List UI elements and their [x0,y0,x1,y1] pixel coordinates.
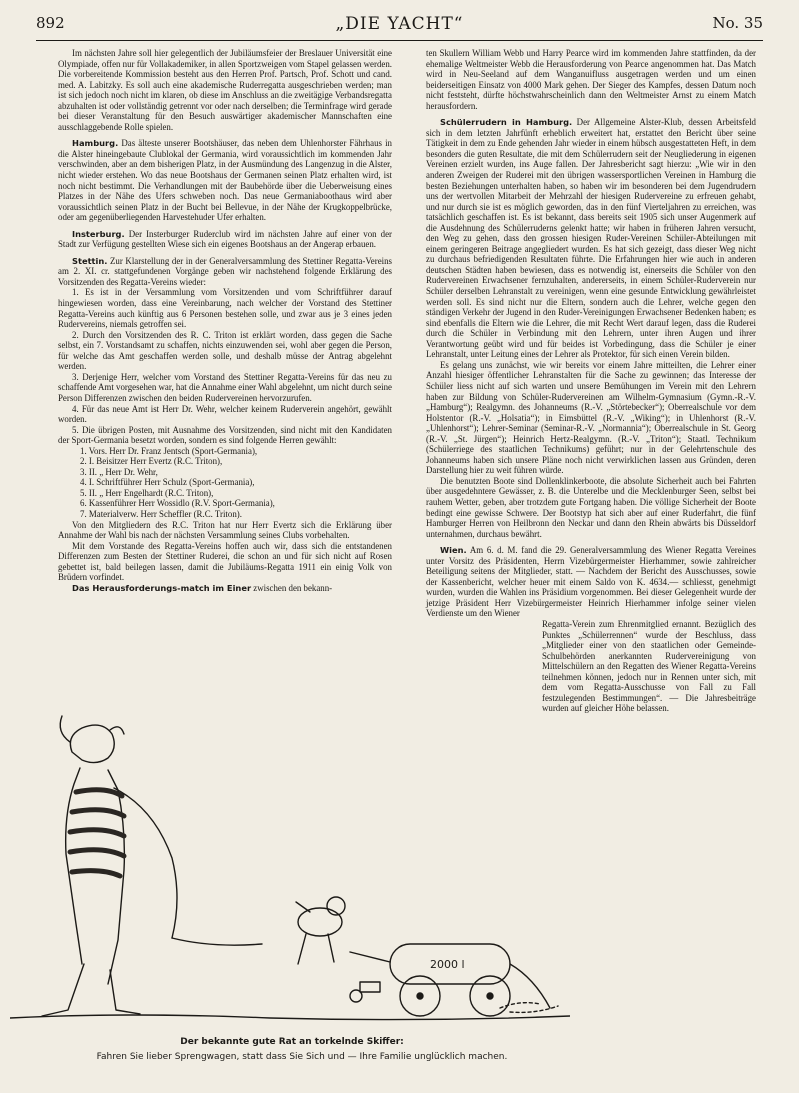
stettin-keyword: Stettin. [72,255,108,266]
breslau-paragraph: Im nächsten Jahre soll hier gelegentlich der Jubiläumsfeier der Breslauer Universität eine Olympiade, offen nur für Vollakademiker, in allen Sportzweigen vom Stapel gelassen werden. Die vorbereitende Kommission besteht aus den Herren Prof. Partsch, Prof. Schott und cand. med. A. Labitzky. Es soll auch eine akademische Ruderregatta ausgeschrieben werden; man ist sich jedoch noch nicht im klaren, ob diese im Anschluss an die zweitägige Verbandsregatta abzuhalten ist oder vollständig getrennt vor oder nach derselben; die Terminfrage wird gerade bei dieser Veranstaltung für den Besuch auswärtiger akademischer Mannschaften eine ausschlaggebende Rolle spielen. [58,48,392,132]
boy-arm [114,788,177,938]
stettin-point-2: 2. Durch den Vorsitzenden des R. C. Triton ist erklärt worden, dass gegen die Sache selbst, ein 7. Vorstandsamt zu schaffen, nichts einzuwenden sei, wohl aber gegen die Person, für welche das Amt geschaffen werden solle, und deshalb müsse der Antrag abgelehnt werden. [58,329,392,372]
board-list-item: 6. Kassenführer Herr Wossidlo (R.V. Sport-Germania), [80,498,275,509]
page-header [36,14,763,40]
journal-title: „DIE YACHT“ [335,14,464,34]
challenge-keyword: Das Herausforderungs-match im Einer [72,582,252,593]
tank-sign: 2000 l [430,958,465,971]
left-column [58,48,392,593]
hamburg-text: Das älteste unserer Bootshäuser, das neben dem Uhlenhorster Fährhaus in die Alster hineingebaute Clublokal der Germania, wird voraussichtlich im kommenden Jahr verschwinden, aber an dem bisherigen Platz, in der Ausmündung des Langenzug in die Alster, nicht wieder erstehen. Wo das neue Bootshaus der Germanen seinen Platz erhalten wird, ist noch nicht bestimmt. Die Verhandlungen mit der Baubehörde über die Ueberweisung eines Platzes in der Nähe des Ufers schweben noch. Das neue Germaniaboothaus wird aber voraussichtlich seinen Platz in der Bucht bei Bellevue, in der Nähe der Krugkoppelbrücke, oder am gegenüberliegenden Harvestehuder Ufer erhalten. [58,138,392,223]
schuelerrudern-keyword: Schülerrudern in Hamburg. [440,117,573,128]
leash-line [172,938,262,945]
board-list-item: 3. II. „ Herr Dr. Wehr, [80,466,158,477]
hamburg-keyword: Hamburg. [72,138,119,149]
right-column [426,48,756,714]
insterburg-text: Der Insterburger Ruderclub wird im nächsten Jahre auf einer von der Stadt zur Verfügung gestellten Wiese sich ein eigenes Bootshaus an der Angerap erbauen. [58,228,392,250]
stettin-text: Zur Klarstellung der in der Generalversammlung des Stettiner Regatta-Vereins am 2. XI. cr. stattgefundenen Vorgänge geben wir nachstehend folgende Erklärung des Vorsitzenden des Regatta-Vereins wieder: [58,255,392,287]
page-number: 892 [36,14,65,32]
schuelerrudern-paragraph [426,117,756,360]
hamburg-paragraph [58,138,392,222]
wien-continuation: Regatta-Verein zum Ehrenmitglied ernannt. Bezüglich des Punktes „Schülerrennen“ wurde der Beschluss, dass „Mitglieder einer von den staatlichen oder Gemeinde-Schulbehörden anerkannten Rudervereinigung von Mittelschülern an den Regatten des Wiener Regatta-Vereins teilnehmen können, jedoch nur in Rennen unter sich, mit dem vom Regatta-Ausschusse von Fall zu Fall festzulegenden Bestimmungen“. — Die Jahresbeiträge wurden auf gleicher Höhe belassen. [542,618,756,714]
triton-members-paragraph: Von den Mitgliedern des R.C. Triton hat nur Herr Evertz sich die Erklärung über Annahme der Wahl bis nach der nächsten Versammlung seines Clubs vorbehalten. [58,519,392,541]
stettin-paragraph [58,256,392,288]
stettin-point-3: 3. Derjenige Herr, welcher vom Vorstand des Stettiner Regatta-Vereins für das neu zu schaffende Amt vorgesehen war, hat die Annahme einer Wahl abgelehnt, um nicht durch seine Person Differenzen zwischen den beiden Rudervereinen hervorzurufen. [58,371,392,403]
insterburg-paragraph [58,229,392,250]
issue-number: No. 35 [712,14,763,32]
board-hope-paragraph: Mit dem Vorstande des Regatta-Vereins hoffen auch wir, dass sich die entstandenen Differenzen zum Besten der Stettiner Ruderei, die schon an und für sich nicht auf Rosen gebettet ist, bald beilegen lassen, damit die Jubiläums-Regatta 1911 ein einig Volk von Brüdern vorfindet. [58,540,392,583]
boy-head [70,725,114,762]
cartoon-illustration [10,712,570,1030]
boy-body [66,768,82,964]
boats-paragraph: Die benutzten Boote sind Dollenklinkerboote, die absolute Sicherheit auch bei Fahrten über ausgedehntere Gewässer, z. B. die Unterelbe und die Mecklenburger Seen, selbst bei rauhem Wetter, geben, aber trotzdem gute Fortgang haben. Die völlige Sicherheit der Boote bedingt eine gewisse Schwere. Der Bootstyp hat sich aber auf einer Ruderfahrt, die fünf Hamburger Herren von Heilbronn den Neckar und dann den Rhein abwärts bis Düsseldorf unternahmen, durchaus bewährt. [426,475,756,539]
wien-text: Am 6. d. M. fand die 29. Generalversammlung des Wiener Regatta Vereines unter Vorsitz des Präsidenten, Herrn Vizebürgermeister Hierhammer, sowie zahlreicher Beteiligung seitens der Mitglieder, statt. — Nachdem der Bericht des Ausschusses, sowie der Kassenbericht, welcher heuer mit einem Saldo von K. 4634.— schliesst, genehmigt wurden, wurden die Wahlen ins Präsidium vorgenommen. Bei dieser Gelegenheit wurde der jetzige Präsident Herr Vizebürgermeister Heinrich Hierhammer infolge seiner vielen Verdienste um den Wiener [426,545,756,619]
header-rule [36,40,763,41]
caption-title: Der bekannte gute Rat an torkelnde Skiffer: [180,1037,404,1047]
stettin-point-1: 1. Es ist in der Versammlung vom Vorsitzenden und vom Schriftführer darauf hingewiesen worden, dass eine Vereinbarung, nach welcher der Vorstand des Stettiner Regatta-Vereins auch künftig aus 6 Personen bestehen solle, und zwar aus je 3 eines jeden Rudervereins, niemals getroffen sei. [58,287,392,330]
board-list-item: 1. Vors. Herr Dr. Franz Jentsch (Sport-Germania), [80,445,258,456]
caption-text: Fahren Sie lieber Sprengwagen, statt dass Sie Sich und — Ihre Familie unglücklich machen. [96,1052,508,1062]
boy-legs [42,964,140,1016]
webb-pearce-paragraph: ten Skullern William Webb und Harry Pearce wird im kommenden Jahre stattfinden, da der ehemalige Weltmeister Webb die Herausforderung von Pearce angenommen hat. Das Match wird in Neu-Seeland auf dem Wanganuifluss ausgetragen werden und um einen beiderseitigen Einsatz von 4000 Mark gehen. Der Sieger des Kampfes, dessen Datum noch nicht feststeht, dürfte höchstwahrscheinlich dann den Weltmeister Arnst zu einem Match herausfordern. [426,48,756,111]
dog-body [298,908,342,936]
challenge-text: zwischen den bekann- [251,582,333,593]
school-clubs-paragraph: Es gelang uns zunächst, wie wir bereits vor einem Jahre mitteilten, die Lehrer einer Anzahl hiesiger öffentlicher Lehranstalten für die Sache zu gewinnen; das Interesse der Schüler liess nicht auf sich warten und unsere Bemühungen im Verein mit den Lehrern haben zur Bildung von Schüler-Rudervereinen am Wilhelm-Gymnasium (Gymn.-R.-V. „Hamburg“); Realgymn. des Johanneums (R.-V. „Störtebecker“); Oberrealschule vor dem Holstentor (R.-V. „Holsatia“); in Eimsbüttel (R.-V. „Wiking“); in Uhlenhorst (R.-V. „Uhlenhorst“); Lehrer-Seminar (Seminar-R.-V. „Normannia“); Oberrealschule in St. Georg (R.-V. „St. Jürgen“); Heinrich Hertz-Realgymn. (R.-V. „Triton“); Staatl. Technikum (Schülerriege des staatlichen Technikums) geführt; nur in der Gelehrtenschule des Johanneums haben sich unsere Pläne noch nicht verwirklichen lassen aus Gründen, deren Darstellung hier zu weit führen würde. [426,359,756,476]
wien-paragraph [426,545,756,619]
board-list-item: 2. I. Beisitzer Herr Evertz (R.C. Triton), [80,456,223,467]
wien-keyword: Wien. [440,545,467,556]
challenge-match-paragraph [58,583,392,594]
stettin-point-5: 5. Die übrigen Posten, mit Ausnahme des Vorsitzenden, sind nicht mit den Kandidaten der Sport-Germania besetzt worden, sondern es sind folgende Herren gewählt: [58,424,392,446]
board-list-item: 5. II. „ Herr Engelhardt (R.C. Triton), [80,487,214,498]
insterburg-keyword: Insterburg. [72,228,125,239]
board-list-item: 7. Materialverw. Herr Scheffler (R.C. Triton). [80,508,242,519]
schuelerrudern-text: Der Allgemeine Alster-Klub, dessen Arbeitsfeld sich in dem letzten Jahrfünft erheblich erweitert hat, erstattet den Bericht über seine Tätigkeit in dem zu Ende gehenden Jahr wieder in einem hübsch ausgestatteten Heft, in dem besonders die guten Resultate, die mit dem Schülerrudern seit der Neugliederung in eigenen Vereinen erzielt wurden, ins Auge fallen. Der Jahresbericht sagt hierzu: „Wie wir in den anderen Zweigen der Ruderei mit den übrigen wassersportlichen Vereinen in Hamburg die besten Beziehungen unterhalten haben, so haben wir im besonderen bei dem Jugendrudern uns der wertvollen Mitarbeit der Mehrzahl der hiesigen Rudervereine zu erfreuen gehabt, und nur durch sie ist es möglich geworden, das in den fünf Vierteljahren zu erreichen, was tatsächlich geschaffen ist. Es ist bekannt, dass bereits seit 1905 sich unser Augenmerk auf die Ausdehnung des Schülerruderns gelenkt hatte; wir haben in früheren Jahren versucht, den Weg zu gehen, dass den grossen hiesigen Ruder-Vereinen Schüler-Abteilungen mit einem geringeren Beitrage angegliedert wurden. Es hat sich gezeigt, dass dieser Weg nicht zu durchaus befriedigenden Resultaten führte. Die Erfahrungen hier wie auch in anderen deutschen Städten haben bewiesen, dass es notwendig ist, einerseits die Schüler von den Rudervereinen Erwachsener fernzuhalten, andererseits, in einem Schüler-Ruderverein nur Schüler derselben Lehranstalt zu vereinigen, wenn eine gesunde Entwicklung gewährleistet werden soll. Es sind nicht nur die Eltern, sondern auch die Lehrer, welche gegen den ständigen Verkehr der Jugend in den Ruder-Vereinigungen Erwachsener Bedenken haben; es sind ebenfalls die Eltern wie die Lehrer, die mit Recht Wert darauf legen, dass die Ruderei durch die Schüler in Verbindung mit den Lehrern, unter ihren Augen und ihrer Verantwortung geübt wird und für beides ist Vorbedingung, dass die Schüler je einer Lehranstalt, unter Leitung eines der Lehrer als Protektor, für sich einen Verein bilden. [426,117,756,360]
board-list [58,446,392,520]
board-list-item: 4. I. Schriftführer Herr Schulz (Sport-Germania), [80,477,255,488]
stettin-point-4: 4. Für das neue Amt ist Herr Dr. Wehr, welcher keinem Ruderverein angehört, gewählt worden. [58,403,392,425]
